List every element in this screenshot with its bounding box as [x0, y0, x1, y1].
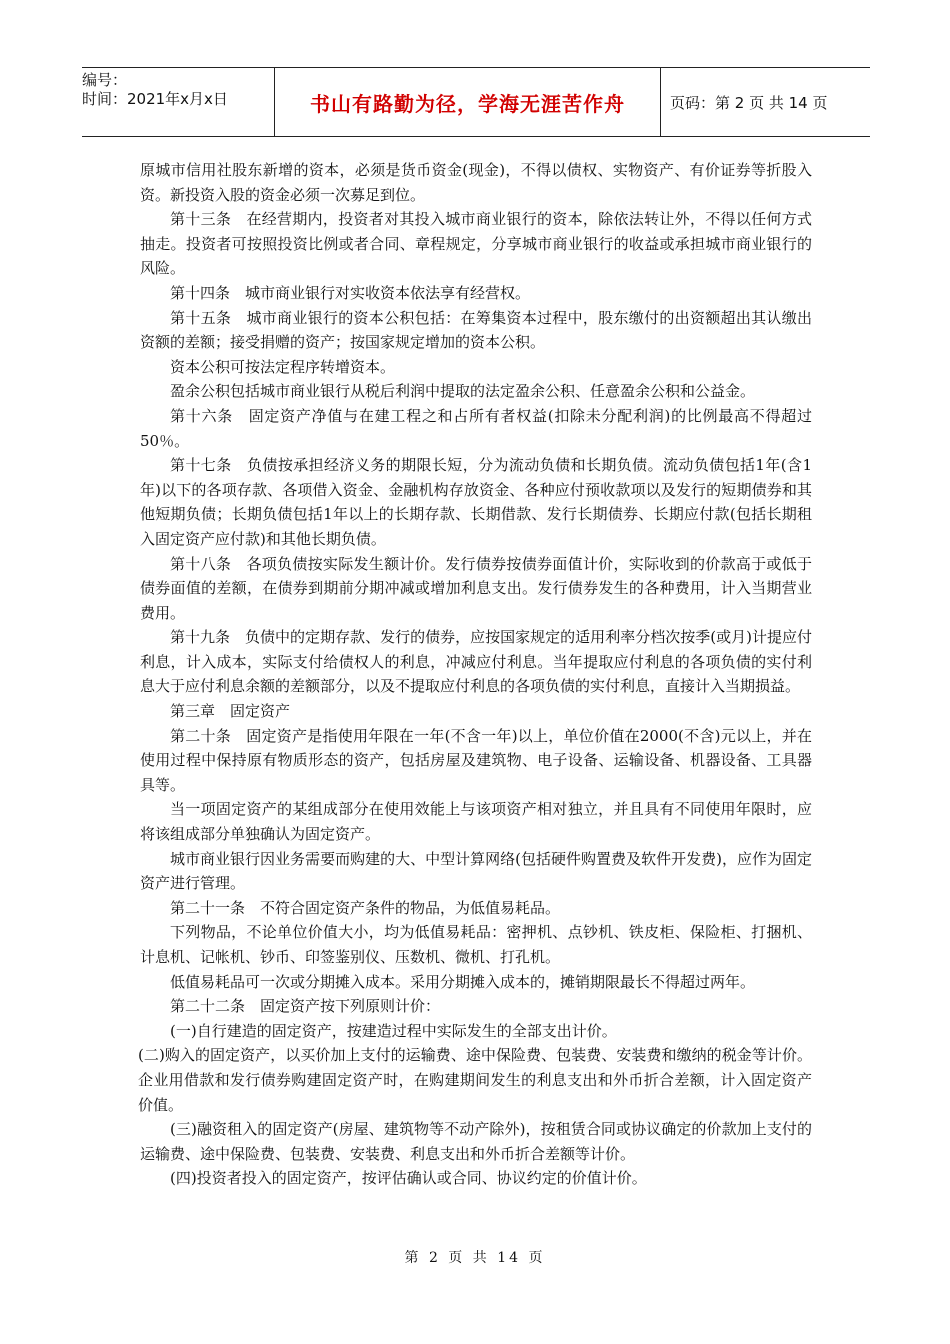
paragraph: 第二十一条 不符合固定资产条件的物品，为低值易耗品。 [170, 898, 561, 917]
paragraph: 资本公积可按法定程序转增资本。 [170, 357, 396, 376]
page-header [82, 67, 870, 137]
paragraph: 第十八条 各项负债按实际发生额计价。发行债券按债券面值计价，实际收到的价款高于或低于债券面值的差额，在债券到期前分期冲减或增加利息支出。发行债券发生的各种费用，计入当期营业费用。 [140, 554, 812, 622]
header-meta [82, 68, 272, 139]
header-motto: 书山有路勤为径，学海无涯苦作舟 [274, 68, 661, 136]
paragraph: 第二十条 固定资产是指使用年限在一年(不含一年)以上，单位价值在2000(不含)元以上，并在使用过程中保持原有物质形态的资产，包括房屋及建筑物、电子设备、运输设备、机器设备、工具器具等。 [140, 726, 812, 794]
paragraph: (三)融资租入的固定资产(房屋、建筑物等不动产除外)，按租赁合同或协议确定的价款加上支付的运输费、途中保险费、包装费、安装费、利息支出和外币折合差额等计价。 [140, 1120, 812, 1163]
paragraph: 原城市信用社股东新增的资本，必须是货币资金(现金)，不得以债权、实物资产、有价证券等折股入资。新投资入股的资金必须一次募足到位。 [140, 161, 812, 204]
header-page-number: 页码：第 2 页 共 14 页 [670, 93, 828, 112]
paragraph: 第十三条 在经营期内，投资者对其投入城市商业银行的资本，除依法转让外，不得以任何方式抽走。投资者可按照投资比例或者合同、章程规定，分享城市商业银行的收益或承担城市商业银行的风险。 [140, 210, 812, 278]
paragraph: 第十六条 固定资产净值与在建工程之和占所有者权益(扣除未分配利润)的比例最高不得超过50％。 [140, 406, 812, 450]
paragraph: 第十七条 负债按承担经济义务的期限长短，分为流动负债和长期负债。流动负债包括1年(含1年)以下的各项存款、各项借入资金、金融机构存放资金、各种应付预收款项以及发行的短期债券和其他短期负债；长期负债包括1年以上的长期存款、长期借款、发行长期债券、长期应付款(包括长期租入固定资产应付款)和其他长期负债。 [140, 456, 812, 548]
paragraph: 盈余公积包括城市商业银行从税后利润中提取的法定盈余公积、任意盈余公积和公益金。 [170, 382, 756, 401]
paragraph: 当一项固定资产的某组成部分在使用效能上与该项资产相对独立，并且具有不同使用年限时，应将该组成部分单独确认为固定资产。 [140, 800, 812, 844]
paragraph: 第十九条 负债中的定期存款、发行的债券，应按国家规定的适用利率分档次按季(或月)计提应付利息，计入成本，实际支付给债权人的利息，冲减应付利息。当年提取应付利息的各项负债的实付利息大于应付利息余额的差额部分，以及不提取应付利息的各项负债的实付利息，直接计入当期损益。 [140, 628, 812, 696]
document-body [140, 158, 812, 1191]
paragraph: (二)购入的固定资产，以买价加上支付的运输费、途中保险费、包装费、安装费和缴纳的税金等计价。企业用借款和发行债券购建固定资产时，在购建期间发生的利息支出和外币折合差额，计入固定资产价值。 [138, 1046, 812, 1114]
page-footer: 第 2 页 共 14 页 [404, 1250, 546, 1266]
doc-number-label: 编号： [82, 71, 128, 89]
chapter-heading: 第三章 固定资产 [170, 702, 291, 721]
paragraph: 下列物品，不论单位价值大小，均为低值易耗品：密押机、点钞机、铁皮柜、保险柜、打捆机、计息机、记帐机、钞币、印签鉴别仪、压数机、微机、打孔机。 [140, 923, 812, 966]
paragraph: (一)自行建造的固定资产，按建造过程中实际发生的全部支出计价。 [170, 1021, 617, 1040]
paragraph: 城市商业银行因业务需要而购建的大、中型计算网络(包括硬件购置费及软件开发费)，应作为固定资产进行管理。 [140, 849, 812, 893]
paragraph: 第二十二条 固定资产按下列原则计价： [170, 997, 441, 1016]
paragraph: 第十五条 城市商业银行的资本公积包括：在筹集资本过程中，股东缴付的出资额超出其认缴出资额的差额；接受捐赠的资产；按国家规定增加的资本公积。 [140, 308, 812, 352]
doc-date-label: 时间：2021年x月x日 [82, 90, 228, 108]
paragraph: 第十四条 城市商业银行对实收资本依法享有经营权。 [170, 283, 531, 302]
paragraph: (四)投资者投入的固定资产，按评估确认或合同、协议约定的价值计价。 [170, 1169, 647, 1188]
paragraph: 低值易耗品可一次或分期摊入成本。采用分期摊入成本的，摊销期限最长不得超过两年。 [170, 972, 756, 991]
